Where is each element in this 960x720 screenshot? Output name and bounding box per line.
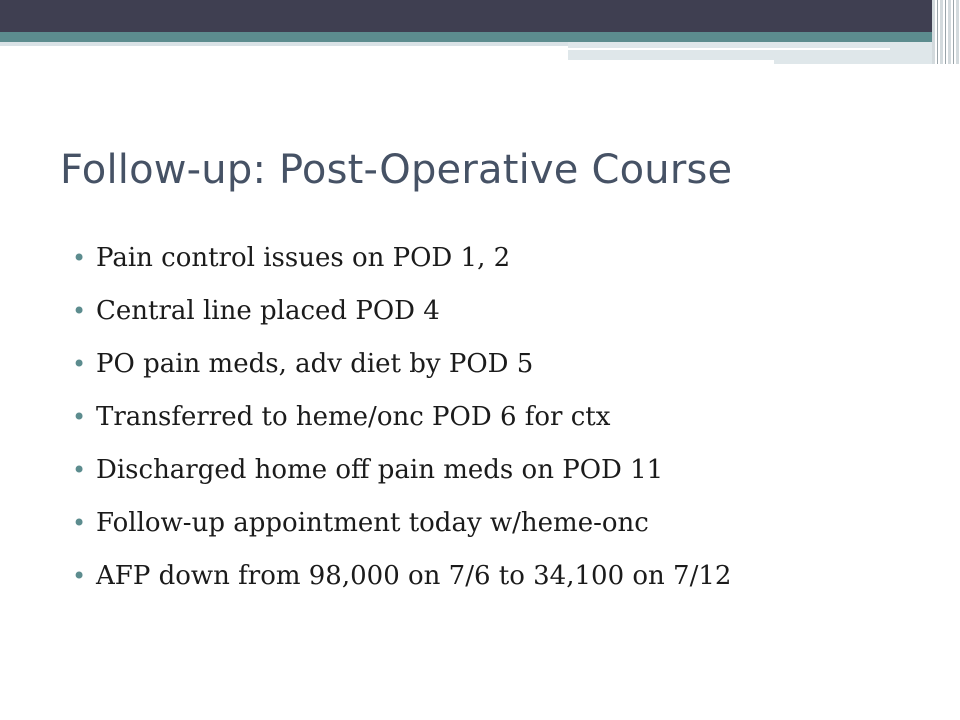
header-step-line — [568, 48, 890, 50]
bullet-icon: • — [72, 244, 87, 272]
bullet-item — [72, 295, 862, 328]
bullet-icon: • — [72, 562, 87, 590]
slide-title: Follow-up: Post-Operative Course — [60, 147, 733, 193]
bullet-icon: • — [72, 403, 87, 431]
header-light-band — [0, 42, 568, 46]
bullet-text: Central line placed POD 4 — [96, 296, 440, 326]
bullet-item — [72, 242, 862, 275]
bullet-text: PO pain meds, adv diet by POD 5 — [96, 349, 534, 379]
bullet-item — [72, 560, 862, 593]
bullet-text: Follow-up appointment today w/heme-onc — [96, 508, 649, 538]
bullet-text: Pain control issues on POD 1, 2 — [96, 243, 511, 273]
bullet-item — [72, 401, 862, 434]
corner-stripes-decoration — [932, 0, 960, 64]
bullet-item — [72, 454, 862, 487]
header-step-line-lower — [568, 60, 774, 64]
bullet-text: Discharged home off pain meds on POD 11 — [96, 455, 664, 485]
bullet-icon: • — [72, 456, 87, 484]
bullet-icon: • — [72, 350, 87, 378]
bullet-item — [72, 507, 862, 540]
bullet-icon: • — [72, 297, 87, 325]
bullet-text: AFP down from 98,000 on 7/6 to 34,100 on 7/12 — [96, 561, 732, 591]
bullet-icon: • — [72, 509, 87, 537]
bullet-list — [72, 242, 862, 613]
header-teal-band — [0, 32, 960, 42]
bullet-item — [72, 348, 862, 381]
header-dark-band — [0, 0, 960, 32]
bullet-text: Transferred to heme/onc POD 6 for ctx — [96, 402, 611, 432]
